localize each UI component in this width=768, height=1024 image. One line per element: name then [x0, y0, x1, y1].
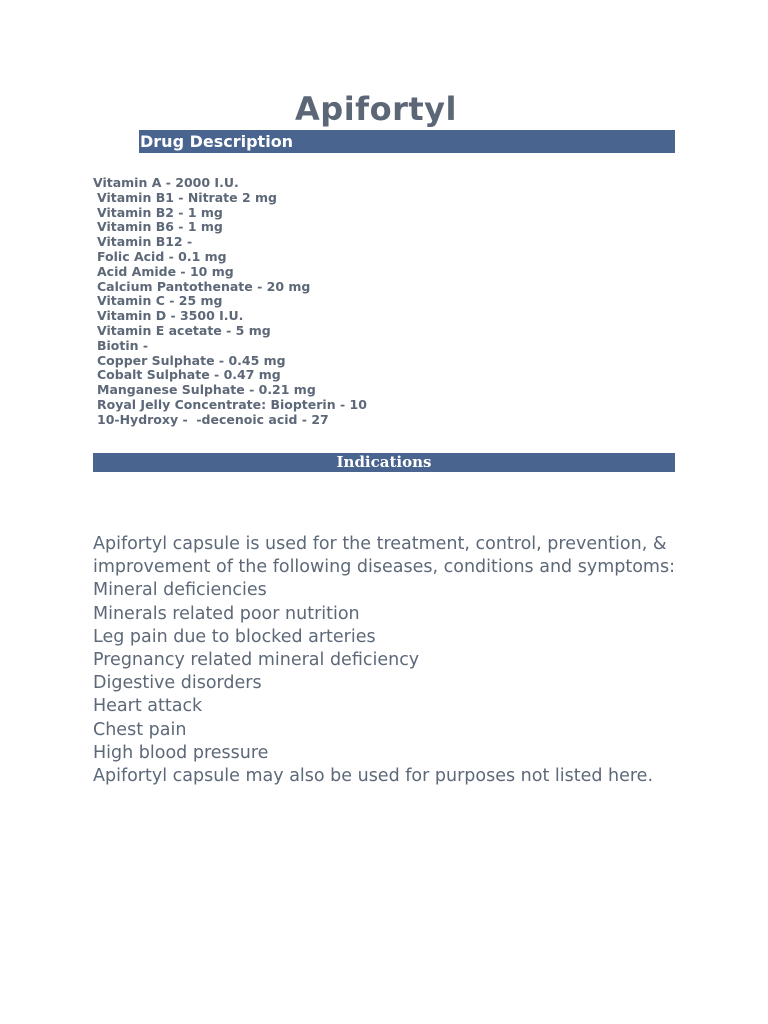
ingredient-item: Vitamin C - 25 mg [97, 293, 223, 309]
indications-intro: Apifortyl capsule is used for the treatment, control, prevention, & improvement of the following diseases, conditions and symptoms: [93, 534, 675, 578]
ingredient-item: Calcium Pantothenate - 20 mg [97, 278, 311, 294]
indication-item: Mineral deficiencies [93, 580, 267, 601]
indications-list [93, 579, 693, 765]
ingredient-item: Folic Acid - 0.1 mg [97, 248, 227, 264]
ingredient-item: Copper Sulphate - 0.45 mg [97, 352, 286, 368]
ingredient-item: Vitamin B12 - [97, 234, 193, 250]
indication-item: Minerals related poor nutrition [93, 603, 360, 624]
ingredient-item: 10-Hydroxy - -decenoic acid - 27 [97, 411, 329, 427]
ingredient-item: Acid Amide - 10 mg [97, 263, 234, 279]
ingredient-item: Vitamin B1 - Nitrate 2 mg [97, 189, 277, 205]
ingredient-item: Cobalt Sulphate - 0.47 mg [97, 367, 281, 383]
ingredient-item: Vitamin D - 3500 I.U. [97, 308, 244, 324]
indications-heading: Indications [93, 453, 675, 472]
drug-description-heading: Drug Description [139, 130, 675, 153]
ingredient-item: Manganese Sulphate - 0.21 mg [97, 382, 316, 398]
indication-item: Digestive disorders [93, 673, 262, 694]
indication-item: High blood pressure [93, 742, 269, 763]
indication-item: Leg pain due to blocked arteries [93, 626, 376, 647]
ingredient-item: Biotin - [97, 337, 149, 353]
indications-body [93, 533, 693, 788]
ingredient-item: Royal Jelly Concentrate: Biopterin - 10 [97, 396, 367, 412]
indication-item: Heart attack [93, 696, 203, 717]
indications-footer: Apifortyl capsule may also be used for purposes not listed here. [93, 766, 654, 787]
indication-item: Chest pain [93, 719, 187, 740]
ingredients-list [93, 176, 367, 428]
ingredient-item: Vitamin B2 - 1 mg [97, 204, 223, 220]
indication-item: Pregnancy related mineral deficiency [93, 650, 420, 671]
page-title: Apifortyl [295, 90, 457, 128]
ingredient-item: Vitamin B6 - 1 mg [97, 219, 223, 235]
ingredient-item: Vitamin E acetate - 5 mg [97, 322, 271, 338]
ingredient-item: Vitamin A - 2000 I.U. [93, 175, 239, 190]
